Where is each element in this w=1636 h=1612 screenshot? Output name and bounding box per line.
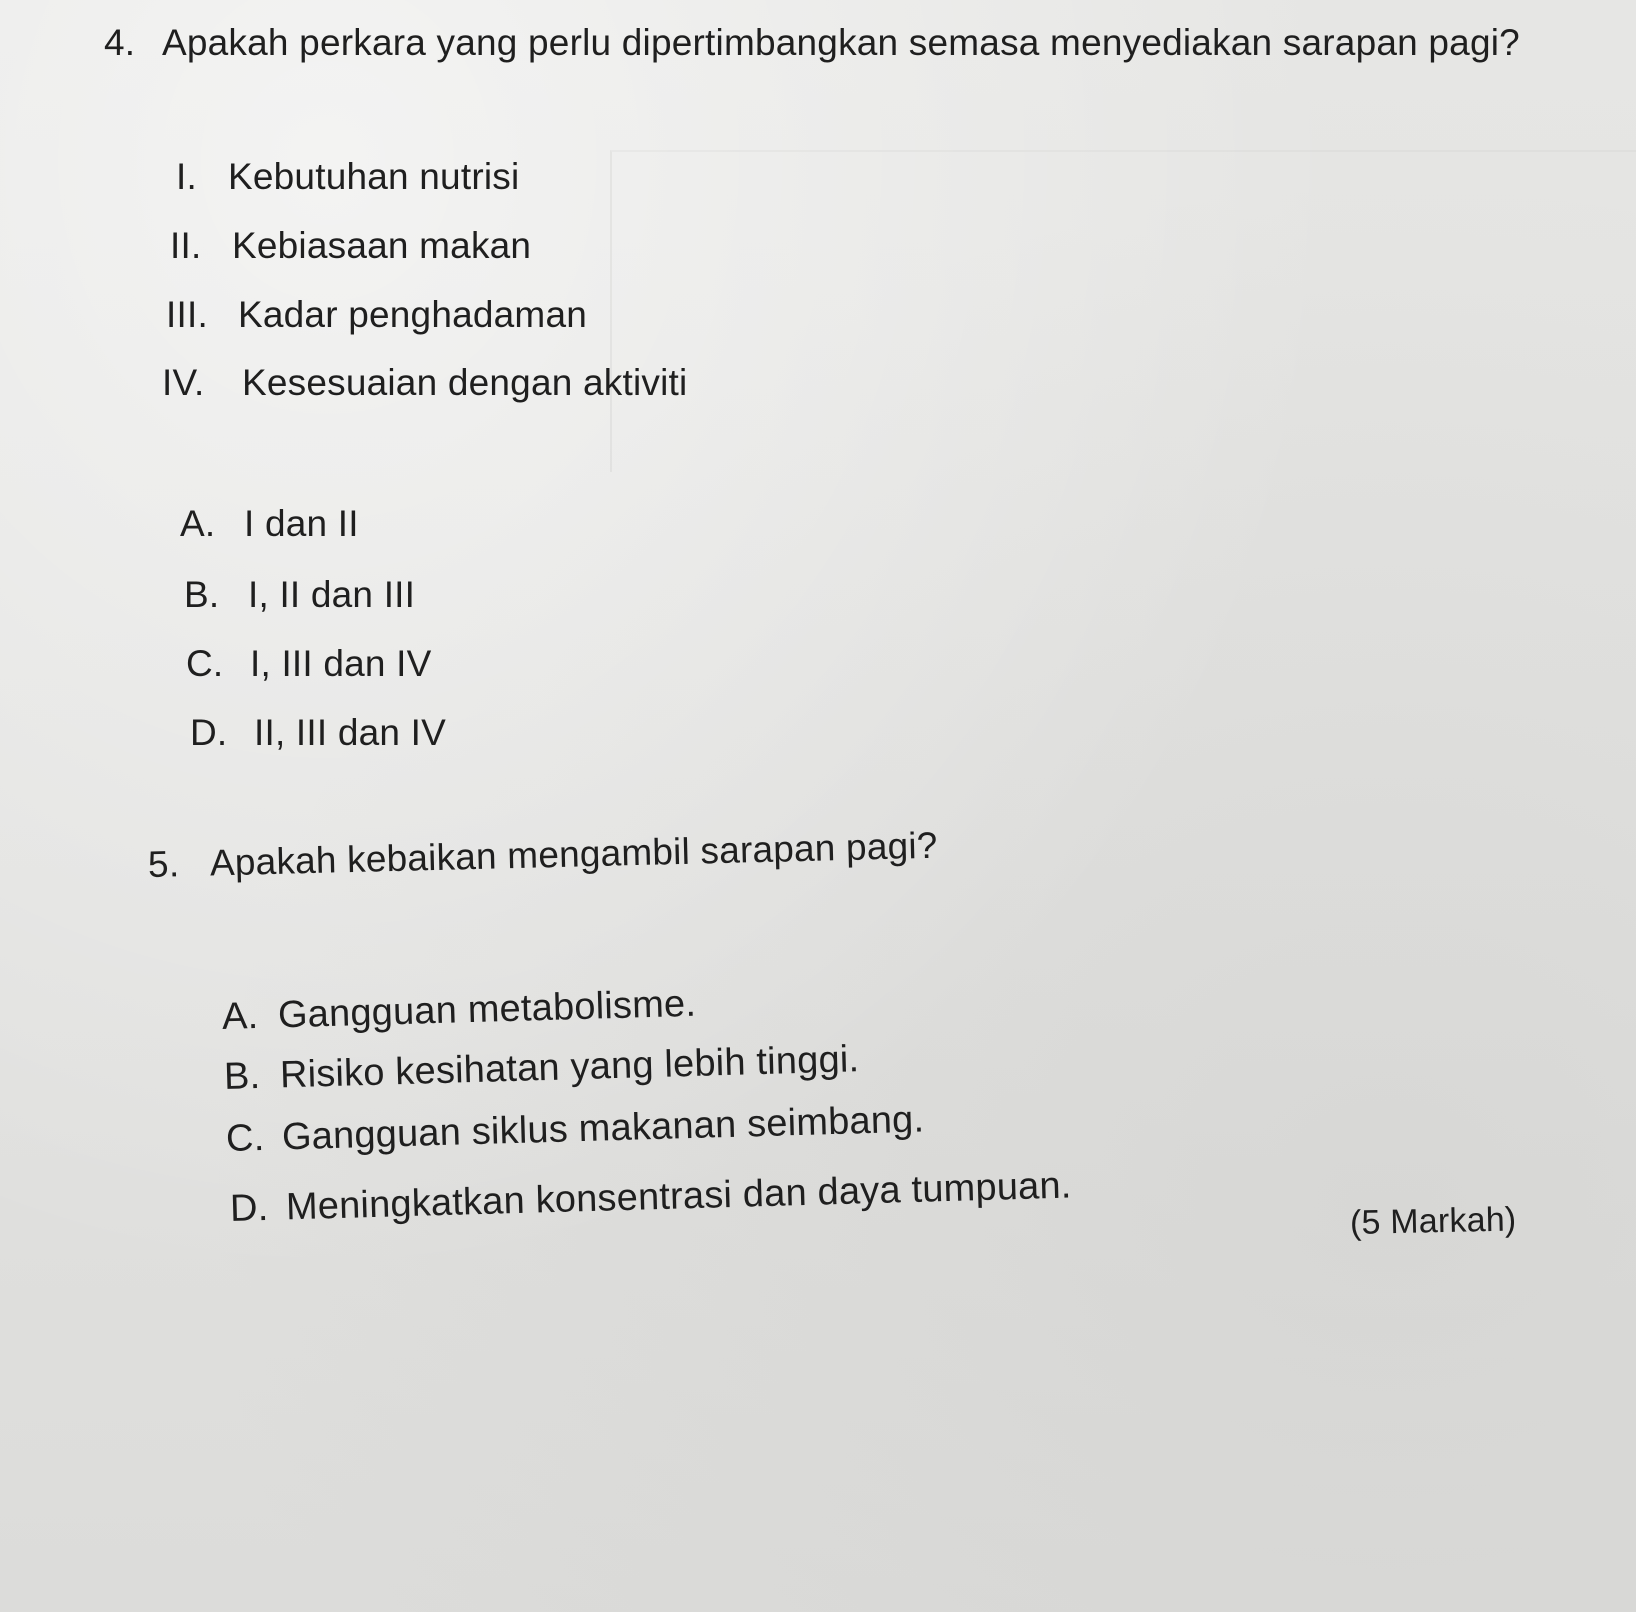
question-5-option-b — [223, 1040, 859, 1096]
statement-iii — [166, 296, 587, 333]
question-5-text: Apakah kebaikan mengambil sarapan pagi? — [209, 824, 938, 884]
question-4-number: 4. — [104, 22, 136, 63]
option-text: I dan II — [244, 503, 359, 544]
question-4-option-b — [184, 576, 415, 613]
statement-ii-text: Kebiasaan makan — [232, 225, 532, 266]
option-letter: B. — [223, 1054, 261, 1098]
statement-iv-text: Kesesuaian dengan aktiviti — [242, 362, 688, 403]
option-text: I, III dan IV — [250, 643, 432, 684]
show-through-shadow — [610, 150, 1636, 472]
option-letter: D. — [190, 712, 228, 753]
question-4-option-d — [190, 714, 446, 751]
question-5-number: 5. — [147, 843, 180, 885]
question-4 — [104, 24, 1520, 61]
option-text: Gangguan metabolisme. — [277, 982, 697, 1037]
statement-iii-number: III. — [166, 294, 208, 335]
question-4-option-a — [180, 505, 359, 542]
statement-i — [176, 158, 519, 195]
option-letter: D. — [229, 1186, 269, 1230]
option-letter: B. — [184, 574, 220, 615]
statement-iii-text: Kadar penghadaman — [238, 294, 588, 335]
question-5-option-a — [221, 982, 697, 1038]
option-text: I, II dan III — [248, 574, 416, 615]
question-4-text: Apakah perkara yang perlu dipertimbangkan semasa menyediakan sarapan pagi? — [162, 22, 1520, 63]
question-4-option-c — [186, 645, 432, 682]
question-5-option-c — [225, 1098, 925, 1160]
option-letter: A. — [221, 994, 259, 1038]
marks-label: (5 Markah) — [1349, 1200, 1517, 1242]
option-text: Meningkatkan konsentrasi dan daya tumpuan. — [285, 1164, 1073, 1229]
option-text: II, III dan IV — [254, 712, 447, 753]
question-5-option-d — [229, 1164, 1073, 1230]
statement-iv — [162, 364, 687, 401]
option-letter: C. — [225, 1116, 265, 1160]
option-letter: C. — [186, 643, 224, 684]
statement-ii-number: II. — [170, 225, 202, 266]
statement-ii — [170, 227, 531, 264]
option-letter: A. — [180, 503, 216, 544]
statement-i-number: I. — [176, 156, 197, 197]
statement-i-text: Kebutuhan nutrisi — [228, 156, 520, 197]
question-5 — [147, 824, 938, 885]
option-text: Gangguan siklus makanan seimbang. — [281, 1098, 925, 1159]
statement-iv-number: IV. — [162, 362, 205, 403]
option-text: Risiko kesihatan yang lebih tinggi. — [279, 1038, 860, 1097]
